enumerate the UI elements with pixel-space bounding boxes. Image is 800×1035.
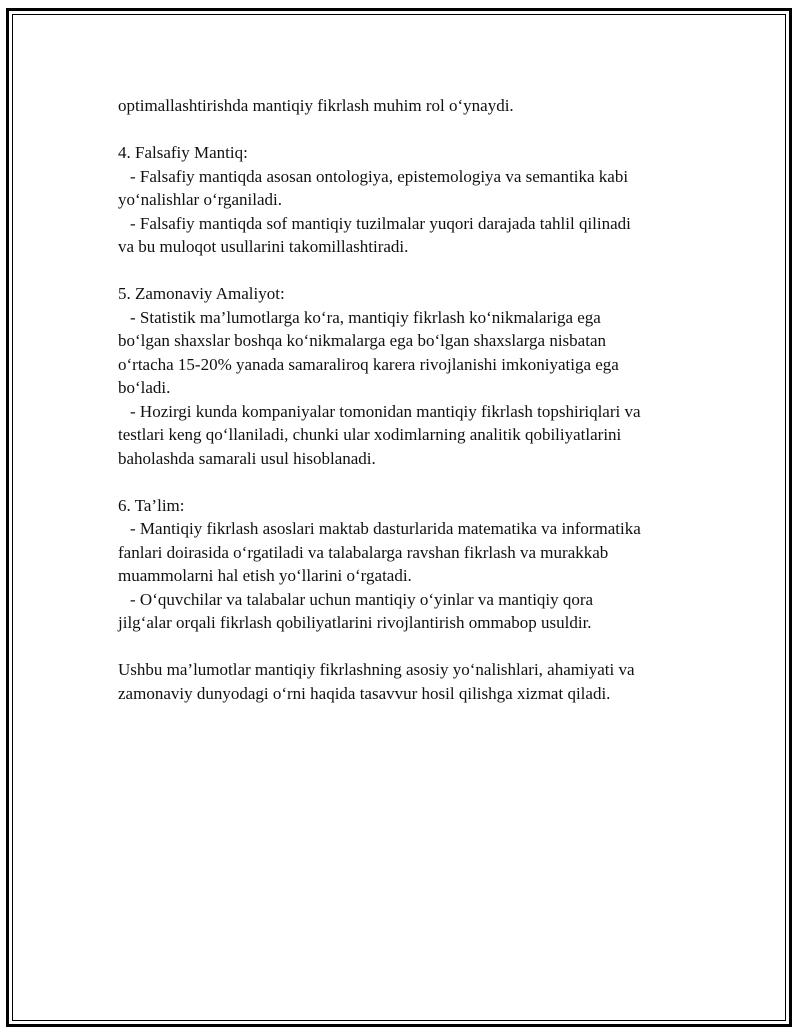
text-line: baholashda samarali usul hisoblanadi. [118,448,376,468]
paragraph-gap [118,118,718,142]
text-line: jilg‘alar orqali fikrlash qobiliyatlarini rivojlantirish ommabop usuldir. [118,613,592,632]
text-line: o‘rtacha 15-20% yanada samaraliroq karera rivojlanishi imkoniyatiga ega [118,354,619,374]
section-heading: 6. Ta’lim: [118,495,185,515]
text-line: bo‘ladi. [118,378,171,397]
paragraph-gap [118,470,718,494]
text-line: Ushbu ma’lumotlar mantiqiy fikrlashning asosiy yo‘nalishlari, ahamiyati va [118,660,635,679]
section-heading: 5. Zamonaviy Amaliyot: [118,284,285,303]
text-line: zamonaviy dunyodagi o‘rni haqida tasavvur hosil qilishga xizmat qiladi. [118,683,611,703]
text-line: testlari keng qo‘llaniladi, chunki ular xodimlarning analitik qobiliyatlarini [118,425,622,444]
text-line: va bu muloqot usullarini takomillashtiradi. [118,237,409,256]
document-body [118,94,718,705]
bullet-line: - Mantiqiy fikrlash asoslari maktab dasturlarida matematika va informatika [130,519,641,538]
bullet-line: - Falsafiy mantiqda sof mantiqiy tuzilmalar yuqori darajada tahlil qilinadi [130,213,631,233]
bullet-line: - Statistik ma’lumotlarga ko‘ra, mantiqiy fikrlash ko‘nikmalariga ega [130,307,601,327]
text-line: optimallashtirishda mantiqiy fikrlash muhim rol o‘ynaydi. [118,96,514,115]
paragraph-gap [118,635,718,659]
text-line: bo‘lgan shaxslar boshqa ko‘nikmalarga ega bo‘lgan shaxslarga nisbatan [118,331,606,350]
text-line: fanlari doirasida o‘rgatiladi va talabalarga ravshan fikrlash va murakkab [118,542,609,562]
bullet-line: - O‘quvchilar va talabalar uchun mantiqiy o‘yinlar va mantiqiy qora [130,589,594,609]
bullet-line: - Falsafiy mantiqda asosan ontologiya, epistemologiya va semantika kabi [130,166,629,186]
bullet-line: - Hozirgi kunda kompaniyalar tomonidan mantiqiy fikrlash topshiriqlari va [130,401,641,421]
section-heading: 4. Falsafiy Mantiq: [118,143,248,162]
text-line: yo‘nalishlar o‘rganiladi. [118,190,282,209]
text-line: muammolarni hal etish yo‘llarini o‘rgatadi. [118,566,412,585]
paragraph-gap [118,259,718,283]
